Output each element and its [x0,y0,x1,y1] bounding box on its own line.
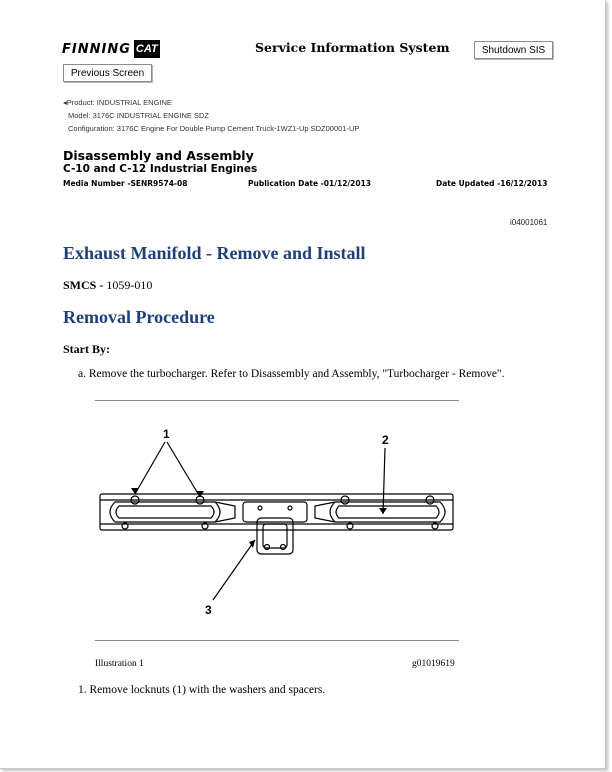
illustration-top-rule [95,400,459,401]
app-title: Service Information System [255,40,450,55]
step-1: 1. Remove locknuts (1) with the washers and spacers. [78,684,326,696]
start-by-label: Start By: [63,342,110,356]
illustration-bottom-rule [95,640,459,641]
illustration-code: g01019619 [412,659,455,669]
finning-cat-logo [62,39,160,59]
step-a: a. Remove the turbocharger. Refer to Disassembly and Assembly, "Turbocharger - Remove". [78,368,505,380]
date-updated: Date Updated -16/12/2013 [436,179,548,188]
callout-3: 3 [205,603,212,617]
callout-2: 2 [382,433,389,447]
callout-1: 1 [163,427,170,441]
smcs-value: 1059-010 [103,278,153,292]
product-info: ◂Product: INDUSTRIAL ENGINE [63,98,172,107]
document-subtitle: C-10 and C-12 Industrial Engines [63,163,258,175]
cat-logo-badge: CAT [134,40,160,58]
page-title: Exhaust Manifold - Remove and Install [63,243,366,263]
publication-date: Publication Date -01/12/2013 [248,179,372,188]
exhaust-manifold-illustration [95,402,459,638]
document-id: i04001061 [510,218,548,227]
smcs-label: SMCS - [63,278,104,292]
document-title: Disassembly and Assembly [63,148,254,163]
media-number: Media Number -SENR9574-08 [63,179,188,188]
model-info: Model: 3176C INDUSTRIAL ENGINE SDZ [68,111,210,120]
smcs-code [63,278,152,293]
configuration-info: Configuration: 3176C Engine For Double Pump Cement Truck-1WZ1-Up SDZ00001-UP [68,124,360,133]
illustration-label: Illustration 1 [95,659,144,669]
previous-screen-button[interactable]: Previous Screen [63,64,152,82]
logo-text: FINNING [62,41,131,57]
section-heading: Removal Procedure [63,307,215,327]
shutdown-sis-button[interactable]: Shutdown SIS [474,41,553,59]
